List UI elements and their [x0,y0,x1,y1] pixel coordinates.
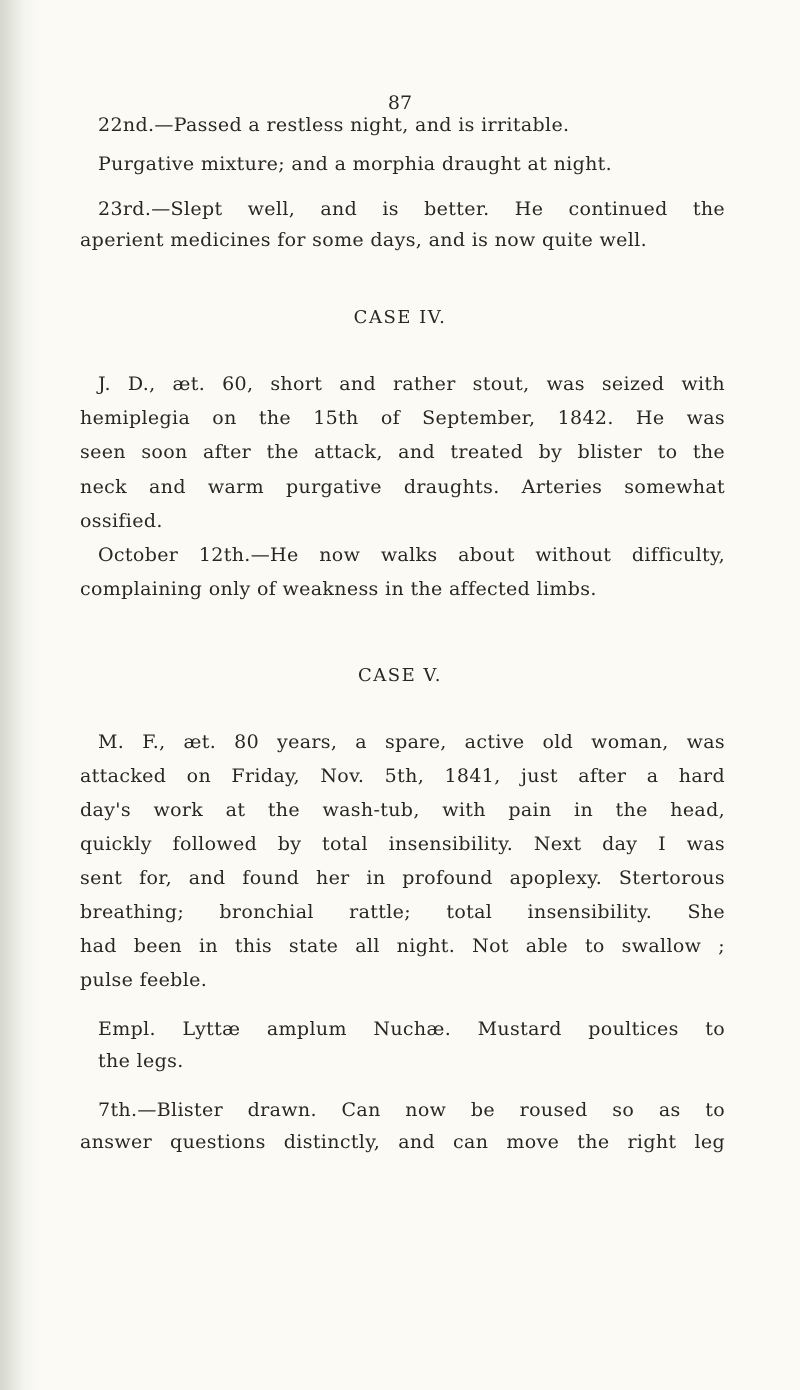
page-number: 87 [387,92,413,114]
text-line: Purgative mixture; and a morphia draught at night. [98,153,613,175]
text-line: aperient medicines for some days, and is now quite well. [80,229,647,251]
text-line: hemiplegia on the 15th of September, 1842. He was [80,407,725,429]
text-line: Empl. Lyttæ amplum Nuchæ. Mustard poultices to [98,1018,725,1040]
section-heading: CASE V. [357,665,443,686]
text-line: October 12th.—He now walks about without difficulty, [98,544,725,566]
section-heading: CASE IV. [353,307,447,328]
text-line: pulse feeble. [80,969,208,991]
text-line: 23rd.—Slept well, and is better. He continued the [98,198,725,220]
text-line: 7th.—Blister drawn. Can now be roused so as to [98,1099,725,1121]
text-line: attacked on Friday, Nov. 5th, 1841, just after a hard [80,765,725,787]
text-line: seen soon after the attack, and treated by blister to the [80,441,725,463]
text-line: J. D., æt. 60, short and rather stout, was seized with [98,373,725,395]
text-line: quickly followed by total insensibility. Next day I was [80,833,725,855]
text-line: sent for, and found her in profound apoplexy. Stertorous [80,867,725,889]
text-line: ossified. [80,510,163,532]
text-line: had been in this state all night. Not able to swallow ; [80,935,725,957]
text-line: 22nd.—Passed a restless night, and is irritable. [98,114,570,136]
text-line: the legs. [98,1050,184,1072]
text-line: day's work at the wash-tub, with pain in the head, [80,799,725,821]
text-line: answer questions distinctly, and can move the right leg [80,1131,725,1153]
text-line: neck and warm purgative draughts. Arteries somewhat [80,476,725,498]
text-line: breathing; bronchial rattle; total insensibility. She [80,901,725,923]
text-line: M. F., æt. 80 years, a spare, active old woman, was [98,731,725,753]
text-line: complaining only of weakness in the affected limbs. [80,578,597,600]
